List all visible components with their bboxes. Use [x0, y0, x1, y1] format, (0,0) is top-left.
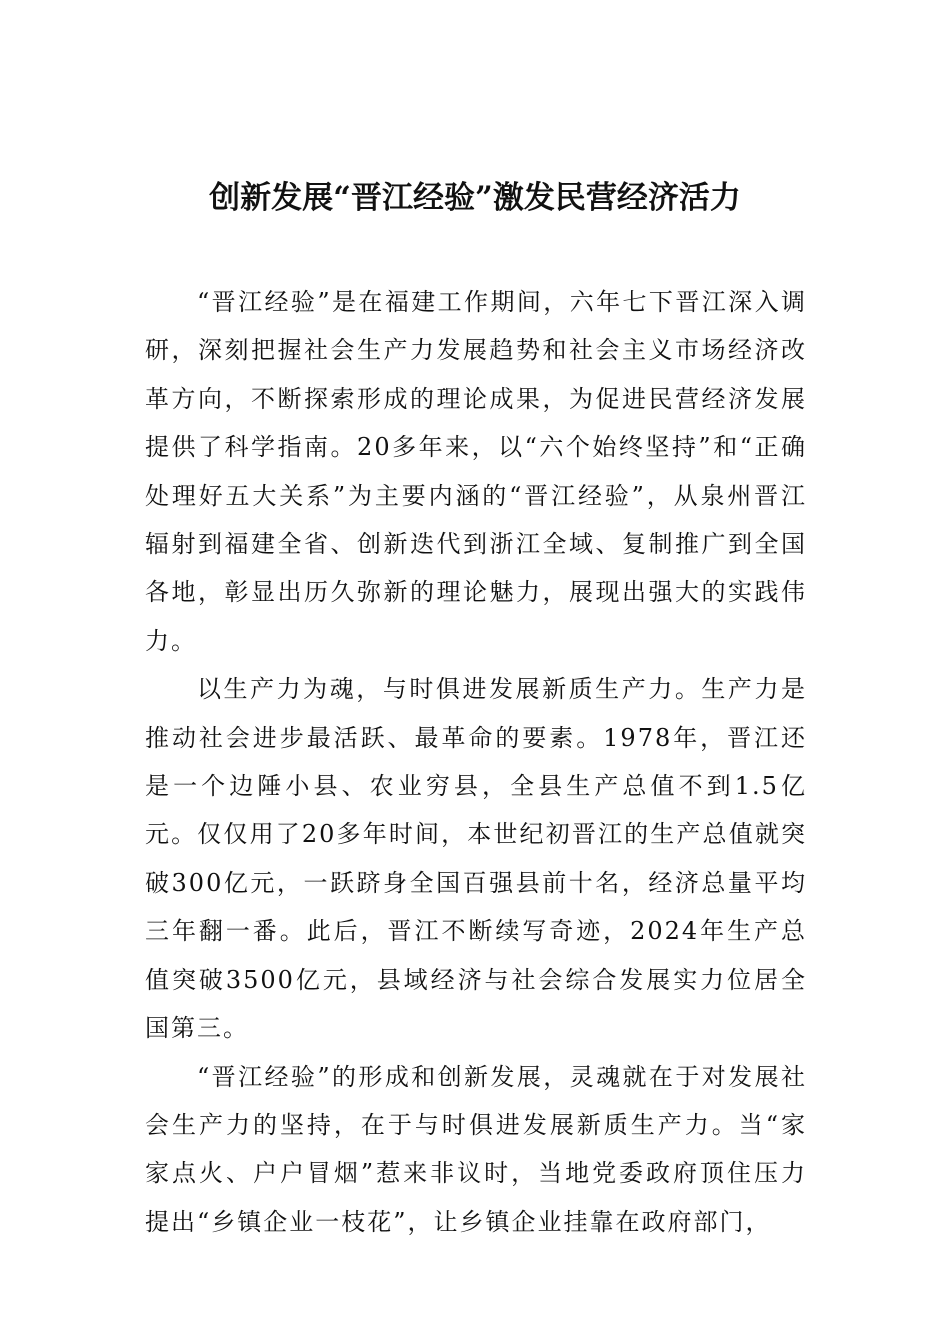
paragraph-3: “晋江经验”的形成和创新发展，灵魂就在于对发展社会生产力的坚持，在于与时俱进发展新质生产力。当“家家点火、户户冒烟”惹来非议时，当地党委政府顶住压力提出“乡镇企业一枝花”，让乡镇企业挂靠在政府部门，	[145, 1062, 807, 1236]
document-body	[145, 278, 807, 1246]
paragraph-1: “晋江经验”是在福建工作期间，六年七下晋江深入调研，深刻把握社会生产力发展趋势和社会主义市场经济改革方向，不断探索形成的理论成果，为促进民营经济发展提供了科学指南。20多年来，以“六个始终坚持”和“正确处理好五大关系”为主要内涵的“晋江经验”，从泉州晋江辐射到福建全省、创新迭代到浙江全域、复制推广到全国各地，彰显出历久弥新的理论魅力，展现出强大的实践伟力。	[145, 288, 807, 655]
document-title: 创新发展“晋江经验”激发民营经济活力	[209, 180, 741, 216]
paragraph-2: 以生产力为魂，与时俱进发展新质生产力。生产力是推动社会进步最活跃、最革命的要素。1978年，晋江还是一个边陲小县、农业穷县，全县生产总值不到1.5亿元。仅仅用了20多年时间，本世纪初晋江的生产总值就突破300亿元，一跃跻身全国百强县前十名，经济总量平均三年翻一番。此后，晋江不断续写奇迹，2024年生产总值突破3500亿元，县域经济与社会综合发展实力位居全国第三。	[145, 675, 807, 1043]
